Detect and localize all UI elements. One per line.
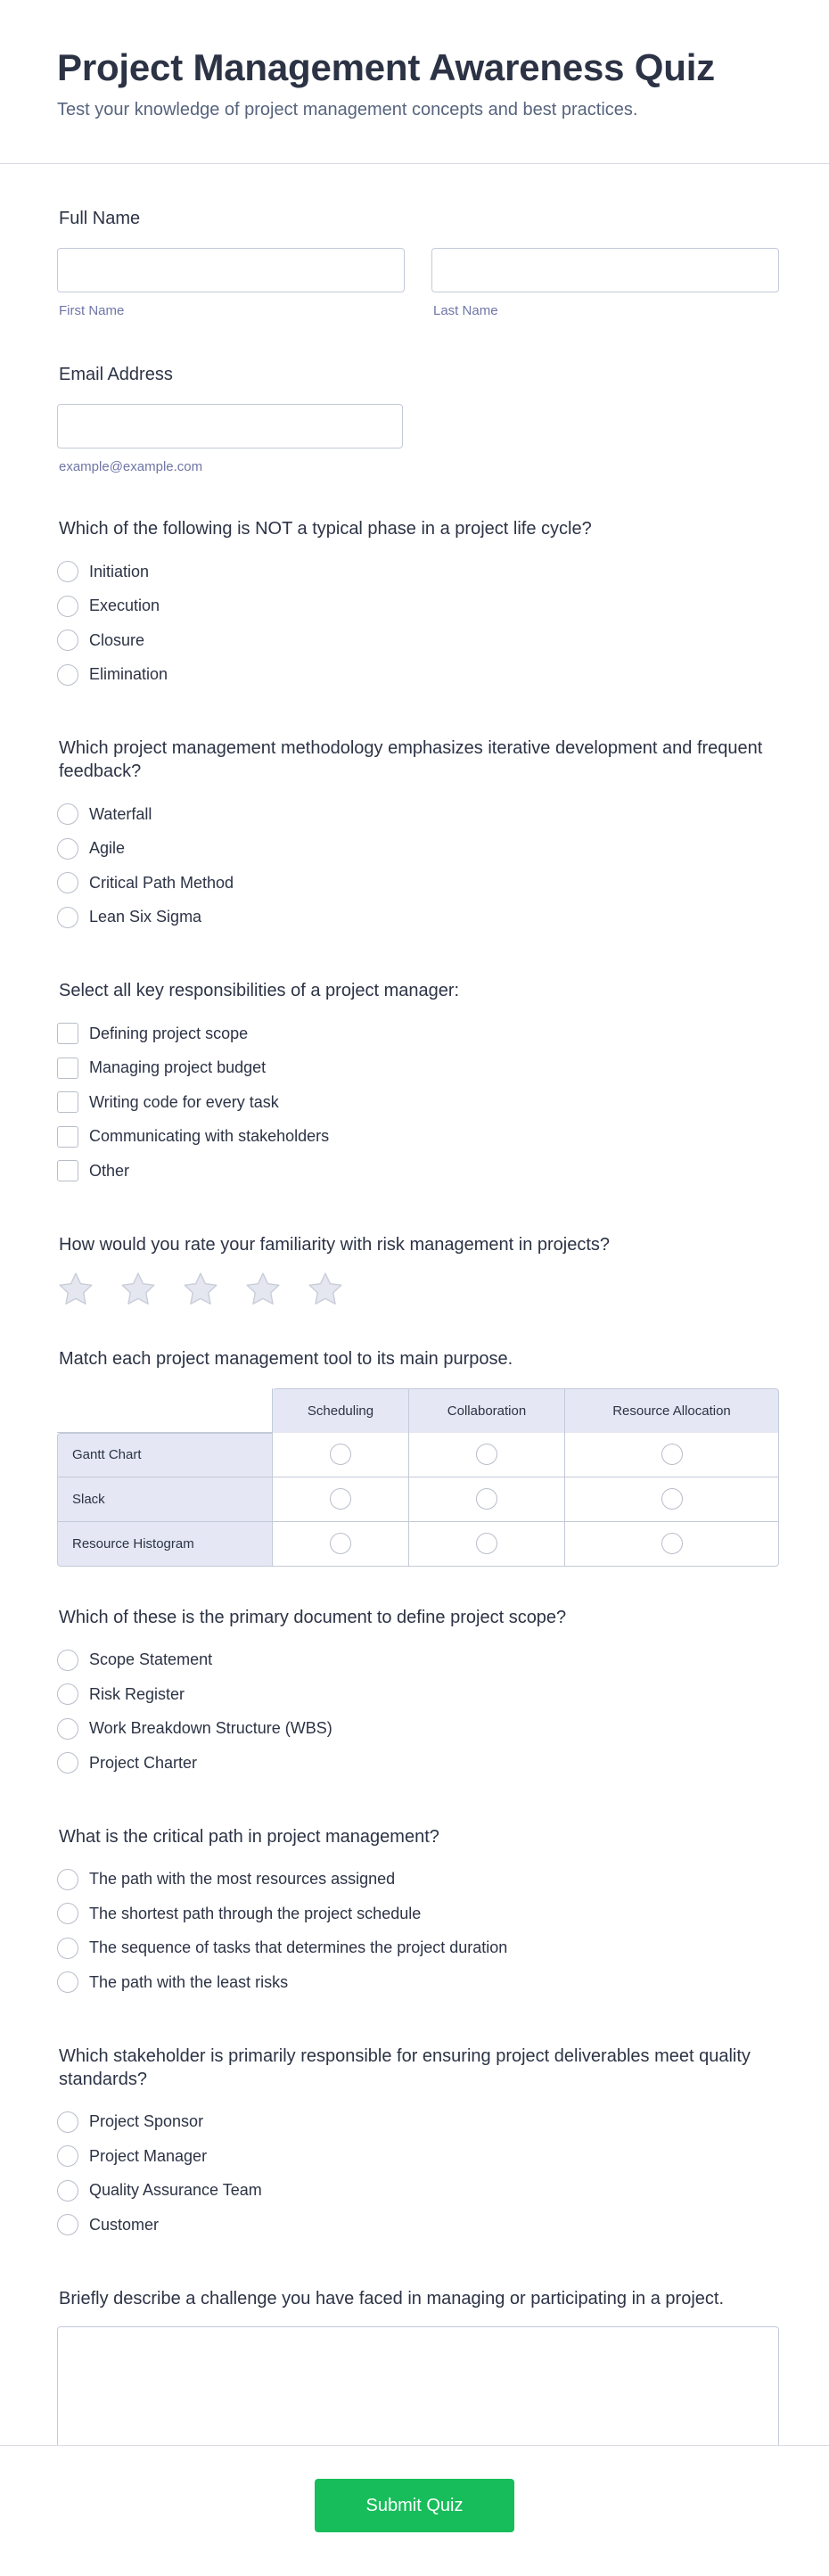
matrix-cell — [565, 1433, 779, 1477]
name-row — [57, 248, 779, 318]
matrix-radio[interactable] — [330, 1533, 351, 1554]
option-label: Scope Statement — [89, 1650, 213, 1669]
radio-button[interactable] — [57, 561, 78, 582]
option-label: The shortest path through the project schedule — [89, 1904, 422, 1922]
star-icon[interactable] — [307, 1271, 344, 1308]
option-label: Initiation — [89, 562, 150, 580]
radio-option[interactable] — [57, 1712, 779, 1747]
full-name-label: Full Name — [59, 209, 141, 228]
radio-button[interactable] — [57, 1938, 78, 1959]
radio-button[interactable] — [57, 907, 78, 928]
radio-option[interactable] — [57, 2105, 779, 2140]
radio-button[interactable] — [57, 2145, 78, 2167]
option-label: The path with the most resources assigned — [89, 1870, 396, 1889]
radio-button[interactable] — [57, 2111, 78, 2133]
option-label: Risk Register — [89, 1684, 185, 1703]
form-footer — [0, 2445, 829, 2576]
radio-button[interactable] — [57, 1752, 78, 1774]
option-label: Agile — [89, 839, 126, 858]
email-input[interactable] — [57, 404, 403, 449]
radio-button[interactable] — [57, 596, 78, 617]
checkbox-option[interactable] — [57, 1154, 779, 1189]
radio-option[interactable] — [57, 2139, 779, 2174]
radio-group — [57, 1863, 779, 2000]
question-scope-document — [57, 1606, 779, 1781]
radio-button[interactable] — [57, 1718, 78, 1740]
checkbox[interactable] — [57, 1126, 78, 1148]
radio-button[interactable] — [57, 1650, 78, 1671]
full-name-field — [57, 207, 779, 318]
radio-button[interactable] — [57, 630, 78, 651]
question-critical-path — [57, 1825, 779, 2000]
matrix-column-header: Collaboration — [409, 1388, 565, 1433]
checkbox[interactable] — [57, 1160, 78, 1181]
matrix-cell — [273, 1522, 409, 1567]
matrix-radio[interactable] — [476, 1533, 497, 1554]
radio-button[interactable] — [57, 1683, 78, 1705]
matrix-radio[interactable] — [476, 1444, 497, 1465]
radio-option[interactable] — [57, 797, 779, 832]
matrix-column-header: Scheduling — [273, 1388, 409, 1433]
star-icon[interactable] — [119, 1271, 157, 1308]
radio-option[interactable] — [57, 832, 779, 867]
radio-button[interactable] — [57, 1971, 78, 1993]
option-label: Quality Assurance Team — [89, 2181, 262, 2200]
radio-button[interactable] — [57, 838, 78, 860]
email-label: Email Address — [59, 365, 173, 384]
option-label: The sequence of tasks that determines the project duration — [89, 1938, 508, 1957]
radio-button[interactable] — [57, 803, 78, 825]
option-label: Work Breakdown Structure (WBS) — [89, 1719, 332, 1738]
option-label: Project Sponsor — [89, 2112, 204, 2131]
radio-option[interactable] — [57, 1643, 779, 1678]
question-label: Briefly describe a challenge you have faced in managing or participating in a project. — [59, 2288, 724, 2309]
radio-option[interactable] — [57, 1931, 779, 1966]
last-name-input[interactable] — [431, 248, 779, 292]
radio-group — [57, 1643, 779, 1781]
option-label: Elimination — [89, 665, 168, 684]
matrix-cell — [409, 1522, 565, 1567]
input-matrix — [57, 1388, 779, 1567]
email-field — [57, 363, 779, 474]
star-rating — [57, 1271, 779, 1308]
matrix-cell — [565, 1477, 779, 1522]
radio-option[interactable] — [57, 658, 779, 693]
radio-option[interactable] — [57, 555, 779, 589]
matrix-row-header: Slack — [57, 1477, 273, 1522]
matrix-radio[interactable] — [661, 1488, 683, 1510]
matrix-radio[interactable] — [330, 1488, 351, 1510]
radio-button[interactable] — [57, 2180, 78, 2202]
question-risk-rating — [57, 1233, 779, 1308]
radio-option[interactable] — [57, 1965, 779, 2000]
option-label: Writing code for every task — [89, 1092, 279, 1111]
option-label: Customer — [89, 2215, 160, 2234]
option-label: Defining project scope — [89, 1024, 249, 1042]
matrix-row — [57, 1477, 779, 1522]
radio-option[interactable] — [57, 589, 779, 624]
first-name-sublabel: First Name — [59, 303, 125, 318]
option-label: The path with the least risks — [89, 1972, 289, 1991]
option-label: Closure — [89, 630, 145, 649]
page-subtitle: Test your knowledge of project management concepts and best practices. — [57, 100, 638, 119]
question-life-cycle — [57, 517, 779, 692]
checkbox-group — [57, 1016, 779, 1189]
question-label: What is the critical path in project management? — [59, 1826, 439, 1847]
question-label: Match each project management tool to its main purpose. — [59, 1348, 513, 1369]
first-name-col — [57, 248, 405, 318]
checkbox-option[interactable] — [57, 1051, 779, 1086]
question-methodology — [57, 737, 779, 934]
question-tool-matrix — [57, 1347, 779, 1567]
radio-option[interactable] — [57, 1677, 779, 1712]
option-label: Other — [89, 1161, 130, 1180]
radio-button[interactable] — [57, 872, 78, 893]
matrix-cell — [273, 1477, 409, 1522]
last-name-sublabel: Last Name — [433, 303, 498, 318]
matrix-radio[interactable] — [330, 1444, 351, 1465]
question-label: Which project management methodology emphasizes iterative development and frequent feedback? — [59, 738, 763, 781]
last-name-col — [431, 248, 779, 318]
matrix-row-header: Gantt Chart — [57, 1433, 273, 1477]
matrix-row — [57, 1433, 779, 1477]
question-responsibilities — [57, 979, 779, 1189]
matrix-corner — [57, 1388, 273, 1433]
radio-group — [57, 2105, 779, 2243]
option-label: Managing project budget — [89, 1058, 267, 1077]
submit-button[interactable]: Submit Quiz — [315, 2479, 514, 2532]
radio-group — [57, 555, 779, 692]
question-quality-stakeholder — [57, 2045, 779, 2243]
radio-option[interactable] — [57, 1863, 779, 1897]
question-label: Which of these is the primary document to define project scope? — [59, 1607, 567, 1627]
page-title: Project Management Awareness Quiz — [57, 46, 715, 88]
radio-option[interactable] — [57, 623, 779, 658]
option-label: Waterfall — [89, 804, 152, 823]
radio-button[interactable] — [57, 1869, 78, 1890]
matrix-cell — [565, 1522, 779, 1567]
checkbox-option[interactable] — [57, 1120, 779, 1155]
checkbox-option[interactable] — [57, 1085, 779, 1120]
checkbox-option[interactable] — [57, 1016, 779, 1051]
quiz-form — [0, 207, 829, 2505]
matrix-row-header: Resource Histogram — [57, 1522, 273, 1567]
first-name-input[interactable] — [57, 248, 405, 292]
email-sublabel: example@example.com — [59, 459, 203, 474]
radio-group — [57, 797, 779, 934]
matrix-radio[interactable] — [661, 1444, 683, 1465]
radio-button[interactable] — [57, 664, 78, 686]
email-wrap — [57, 404, 403, 474]
radio-option[interactable] — [57, 866, 779, 901]
question-label: Which of the following is NOT a typical phase in a project life cycle? — [59, 519, 592, 539]
matrix-row — [57, 1522, 779, 1567]
star-icon[interactable] — [57, 1271, 94, 1308]
matrix-radio[interactable] — [476, 1488, 497, 1510]
radio-option[interactable] — [57, 2208, 779, 2243]
radio-option[interactable] — [57, 901, 779, 935]
radio-option[interactable] — [57, 1897, 779, 1931]
matrix-cell — [409, 1433, 565, 1477]
matrix-cell — [409, 1477, 565, 1522]
matrix-cell — [273, 1433, 409, 1477]
question-label: Which stakeholder is primarily responsible for ensuring project deliverables meet quality standards? — [59, 2045, 751, 2089]
checkbox[interactable] — [57, 1058, 78, 1079]
star-icon[interactable] — [244, 1271, 282, 1308]
radio-button[interactable] — [57, 1903, 78, 1924]
question-label: How would you rate your familiarity with risk management in projects? — [59, 1234, 611, 1255]
matrix-radio[interactable] — [661, 1533, 683, 1554]
radio-option[interactable] — [57, 1746, 779, 1781]
checkbox[interactable] — [57, 1091, 78, 1113]
radio-button[interactable] — [57, 2214, 78, 2235]
question-label: Select all key responsibilities of a project manager: — [59, 981, 460, 1000]
option-label: Critical Path Method — [89, 873, 234, 892]
matrix-column-header: Resource Allocation — [565, 1388, 779, 1433]
star-icon[interactable] — [182, 1271, 219, 1308]
option-label: Project Manager — [89, 2146, 208, 2165]
form-header — [0, 0, 829, 164]
radio-option[interactable] — [57, 2174, 779, 2209]
option-label: Lean Six Sigma — [89, 908, 202, 926]
option-label: Project Charter — [89, 1753, 198, 1772]
option-label: Communicating with stakeholders — [89, 1127, 330, 1146]
option-label: Execution — [89, 597, 160, 615]
checkbox[interactable] — [57, 1023, 78, 1044]
